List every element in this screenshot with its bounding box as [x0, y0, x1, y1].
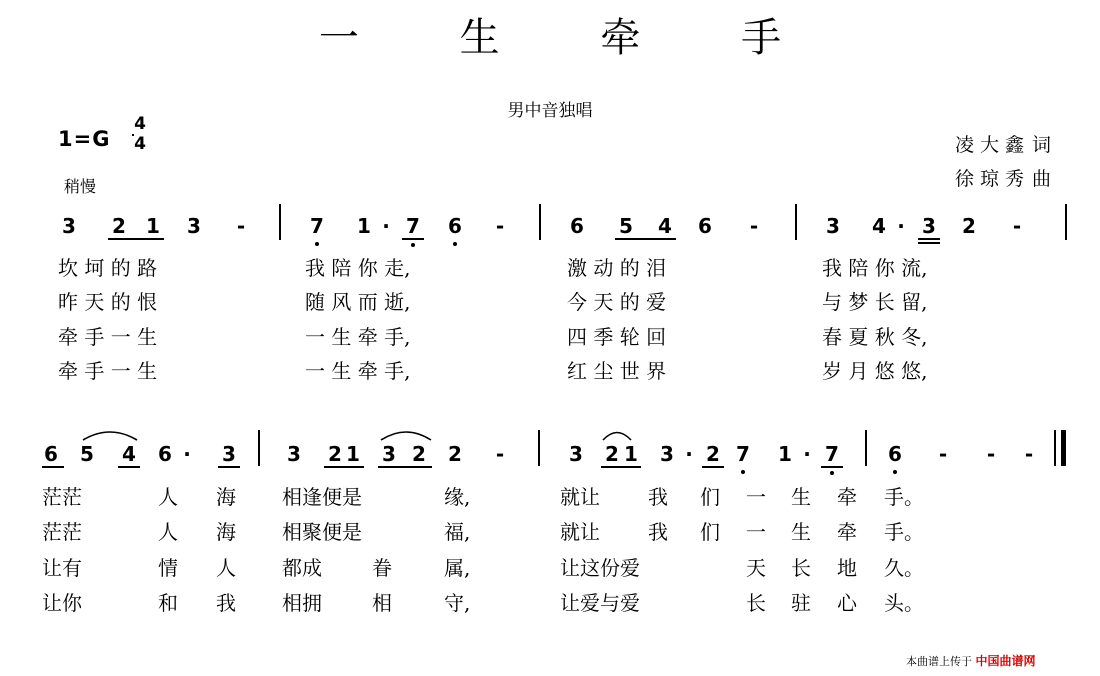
- lyric-seg: 手。: [884, 485, 924, 509]
- lyric-seg: 属,: [444, 556, 471, 580]
- note: 3: [826, 214, 840, 238]
- slur-arc: [600, 426, 634, 442]
- lyric-seg: 福,: [444, 520, 471, 544]
- lyric-seg: 让爱与爱: [560, 591, 640, 615]
- lyric-seg: 四 季 轮 回: [567, 325, 667, 349]
- lyric-seg: 牵 手 一 生: [58, 325, 158, 349]
- note: 2: [706, 442, 720, 466]
- underline: [702, 466, 724, 468]
- footer-text: 本曲谱上传于: [906, 655, 972, 668]
- composer-name: 徐琼秀: [955, 168, 1031, 190]
- lyric-seg: 心: [837, 591, 857, 615]
- lyric-seg: 一 生 牵 手,: [305, 359, 411, 383]
- key-signature: 1=G: [58, 127, 111, 151]
- site-logo[interactable]: 中国曲谱网: [975, 654, 1036, 668]
- lyric-seg: 一: [746, 520, 766, 544]
- lyric-seg: 茫茫: [42, 485, 82, 509]
- lyric-seg: 情: [158, 556, 178, 580]
- lyric-seg: 驻: [791, 591, 811, 615]
- lyric-seg: 相: [372, 591, 392, 615]
- song-subtitle: 男中音独唱: [507, 101, 593, 121]
- lyric-seg: 我 陪 你 走,: [305, 256, 411, 280]
- lyric-seg: 守,: [444, 591, 471, 615]
- lyric-seg: 相聚便是: [282, 520, 362, 544]
- lyric-seg: 随 风 而 逝,: [305, 290, 411, 314]
- slur-arc: [80, 426, 140, 442]
- lyric-seg: 们: [700, 520, 720, 544]
- lyric-seg: 茫茫: [42, 520, 82, 544]
- lyric-seg: 人: [158, 485, 178, 509]
- barline: [279, 204, 281, 240]
- note: 2: [962, 214, 976, 238]
- barline: [258, 430, 260, 466]
- song-title: 一 生 牵 手: [318, 15, 826, 61]
- underline: [601, 466, 641, 468]
- note: 6: [44, 442, 58, 466]
- note: 7: [736, 442, 750, 466]
- lyric-seg: 人: [158, 520, 178, 544]
- dash: -: [495, 214, 505, 238]
- composer-credit: [955, 164, 1057, 191]
- note: 3: [660, 442, 674, 466]
- lyric-seg: 手。: [884, 520, 924, 544]
- dot: ·: [897, 214, 905, 238]
- lyric-seg: 我: [648, 485, 668, 509]
- note: 4: [658, 214, 672, 238]
- lyric-seg: 海: [216, 485, 236, 509]
- underline: [218, 466, 240, 468]
- composer-role: 曲: [1032, 168, 1058, 190]
- lyric-seg: 我: [216, 591, 236, 615]
- dash: -: [986, 442, 996, 466]
- note: 2: [448, 442, 462, 466]
- lyric-seg: 就让: [560, 520, 600, 544]
- low-octave-dot: [893, 470, 897, 474]
- barline: [539, 204, 541, 240]
- note: 2: [112, 214, 126, 238]
- note: 1: [357, 214, 371, 238]
- lyricist-credit: [955, 130, 1057, 157]
- lyric-seg: 坎 坷 的 路: [58, 256, 158, 280]
- underline: [821, 466, 843, 468]
- lyric-seg: 相拥: [282, 591, 322, 615]
- note: 1: [146, 214, 160, 238]
- note: 7: [406, 214, 420, 238]
- barline: [865, 430, 867, 466]
- dash: -: [1012, 214, 1022, 238]
- note: 1: [778, 442, 792, 466]
- tempo-marking: 稍慢: [64, 177, 97, 196]
- final-barline-thin: [1054, 430, 1056, 466]
- dot: ·: [803, 442, 811, 466]
- lyric-seg: 一 生 牵 手,: [305, 325, 411, 349]
- underline: [42, 466, 64, 468]
- dash: -: [1024, 442, 1034, 466]
- dot: ·: [685, 442, 693, 466]
- final-barline-thick: [1061, 430, 1066, 466]
- note: 3: [222, 442, 236, 466]
- lyric-seg: 生: [791, 485, 811, 509]
- lyric-seg: 长: [746, 591, 766, 615]
- lyric-seg: 都成: [282, 556, 322, 580]
- note: 5: [80, 442, 94, 466]
- meter-top: 4: [134, 114, 146, 134]
- note: 7: [825, 442, 839, 466]
- lyricist-name: 凌大鑫: [955, 134, 1031, 156]
- lyricist-role: 词: [1032, 134, 1058, 156]
- note: 2: [605, 442, 619, 466]
- dot: ·: [382, 214, 390, 238]
- note: 1: [624, 442, 638, 466]
- lyric-seg: 我 陪 你 流,: [822, 256, 928, 280]
- lyric-seg: 长: [791, 556, 811, 580]
- lyric-seg: 让这份爱: [560, 556, 640, 580]
- underline: [918, 242, 940, 244]
- dash: -: [236, 214, 246, 238]
- lyric-seg: 相逢便是: [282, 485, 362, 509]
- lyric-seg: 一: [746, 485, 766, 509]
- note: 3: [569, 442, 583, 466]
- note: 7: [310, 214, 324, 238]
- lyric-seg: 海: [216, 520, 236, 544]
- note: 6: [158, 442, 172, 466]
- note: 2: [412, 442, 426, 466]
- lyric-seg: 人: [216, 556, 236, 580]
- lyric-seg: 们: [700, 485, 720, 509]
- lyric-seg: 红 尘 世 界: [567, 359, 667, 383]
- note: 6: [448, 214, 462, 238]
- lyric-seg: 就让: [560, 485, 600, 509]
- lyric-seg: 久。: [884, 556, 924, 580]
- footer-watermark: [906, 652, 1036, 669]
- lyric-seg: 春 夏 秋 冬,: [822, 325, 928, 349]
- dash: -: [495, 442, 505, 466]
- meter-divider: [132, 134, 134, 136]
- lyric-seg: 生: [791, 520, 811, 544]
- slur-arc: [378, 426, 434, 442]
- lyric-seg: 今 天 的 爱: [567, 290, 667, 314]
- note: 4: [122, 442, 136, 466]
- note: 2: [328, 442, 342, 466]
- lyric-seg: 头。: [884, 591, 924, 615]
- dash: -: [749, 214, 759, 238]
- underline: [918, 238, 940, 240]
- underline: [378, 466, 432, 468]
- meter-bottom: 4: [134, 134, 146, 154]
- lyric-seg: 天: [746, 556, 766, 580]
- note: 3: [187, 214, 201, 238]
- lyric-seg: 岁 月 悠 悠,: [822, 359, 928, 383]
- dash: -: [938, 442, 948, 466]
- barline: [538, 430, 540, 466]
- low-octave-dot: [315, 242, 319, 246]
- lyric-seg: 牵 手 一 生: [58, 359, 158, 383]
- lyric-seg: 激 动 的 泪: [567, 256, 667, 280]
- note: 3: [382, 442, 396, 466]
- barline: [1065, 204, 1067, 240]
- time-signature: [129, 114, 151, 154]
- barline: [795, 204, 797, 240]
- lyric-seg: 昨 天 的 恨: [58, 290, 158, 314]
- lyric-seg: 和: [158, 591, 178, 615]
- lyric-seg: 牵: [837, 520, 857, 544]
- lyric-seg: 眷: [372, 556, 392, 580]
- note: 3: [62, 214, 76, 238]
- lyric-seg: 地: [837, 556, 857, 580]
- note: 4: [872, 214, 886, 238]
- underline: [615, 238, 676, 240]
- lyric-seg: 让你: [42, 591, 82, 615]
- note: 6: [888, 442, 902, 466]
- underline: [402, 238, 424, 240]
- note: 1: [346, 442, 360, 466]
- low-octave-dot: [741, 470, 745, 474]
- lyric-seg: 缘,: [444, 485, 471, 509]
- note: 6: [698, 214, 712, 238]
- lyric-seg: 牵: [837, 485, 857, 509]
- low-octave-dot: [411, 243, 415, 247]
- low-octave-dot: [453, 242, 457, 246]
- underline: [324, 466, 364, 468]
- lyric-seg: 与 梦 长 留,: [822, 290, 928, 314]
- note: 3: [287, 442, 301, 466]
- low-octave-dot: [830, 471, 834, 475]
- underline: [108, 238, 164, 240]
- note: 5: [619, 214, 633, 238]
- lyric-seg: 让有: [42, 556, 82, 580]
- lyric-seg: 我: [648, 520, 668, 544]
- note: 6: [570, 214, 584, 238]
- dot: ·: [183, 442, 191, 466]
- note: 3: [922, 214, 936, 238]
- underline: [118, 466, 140, 468]
